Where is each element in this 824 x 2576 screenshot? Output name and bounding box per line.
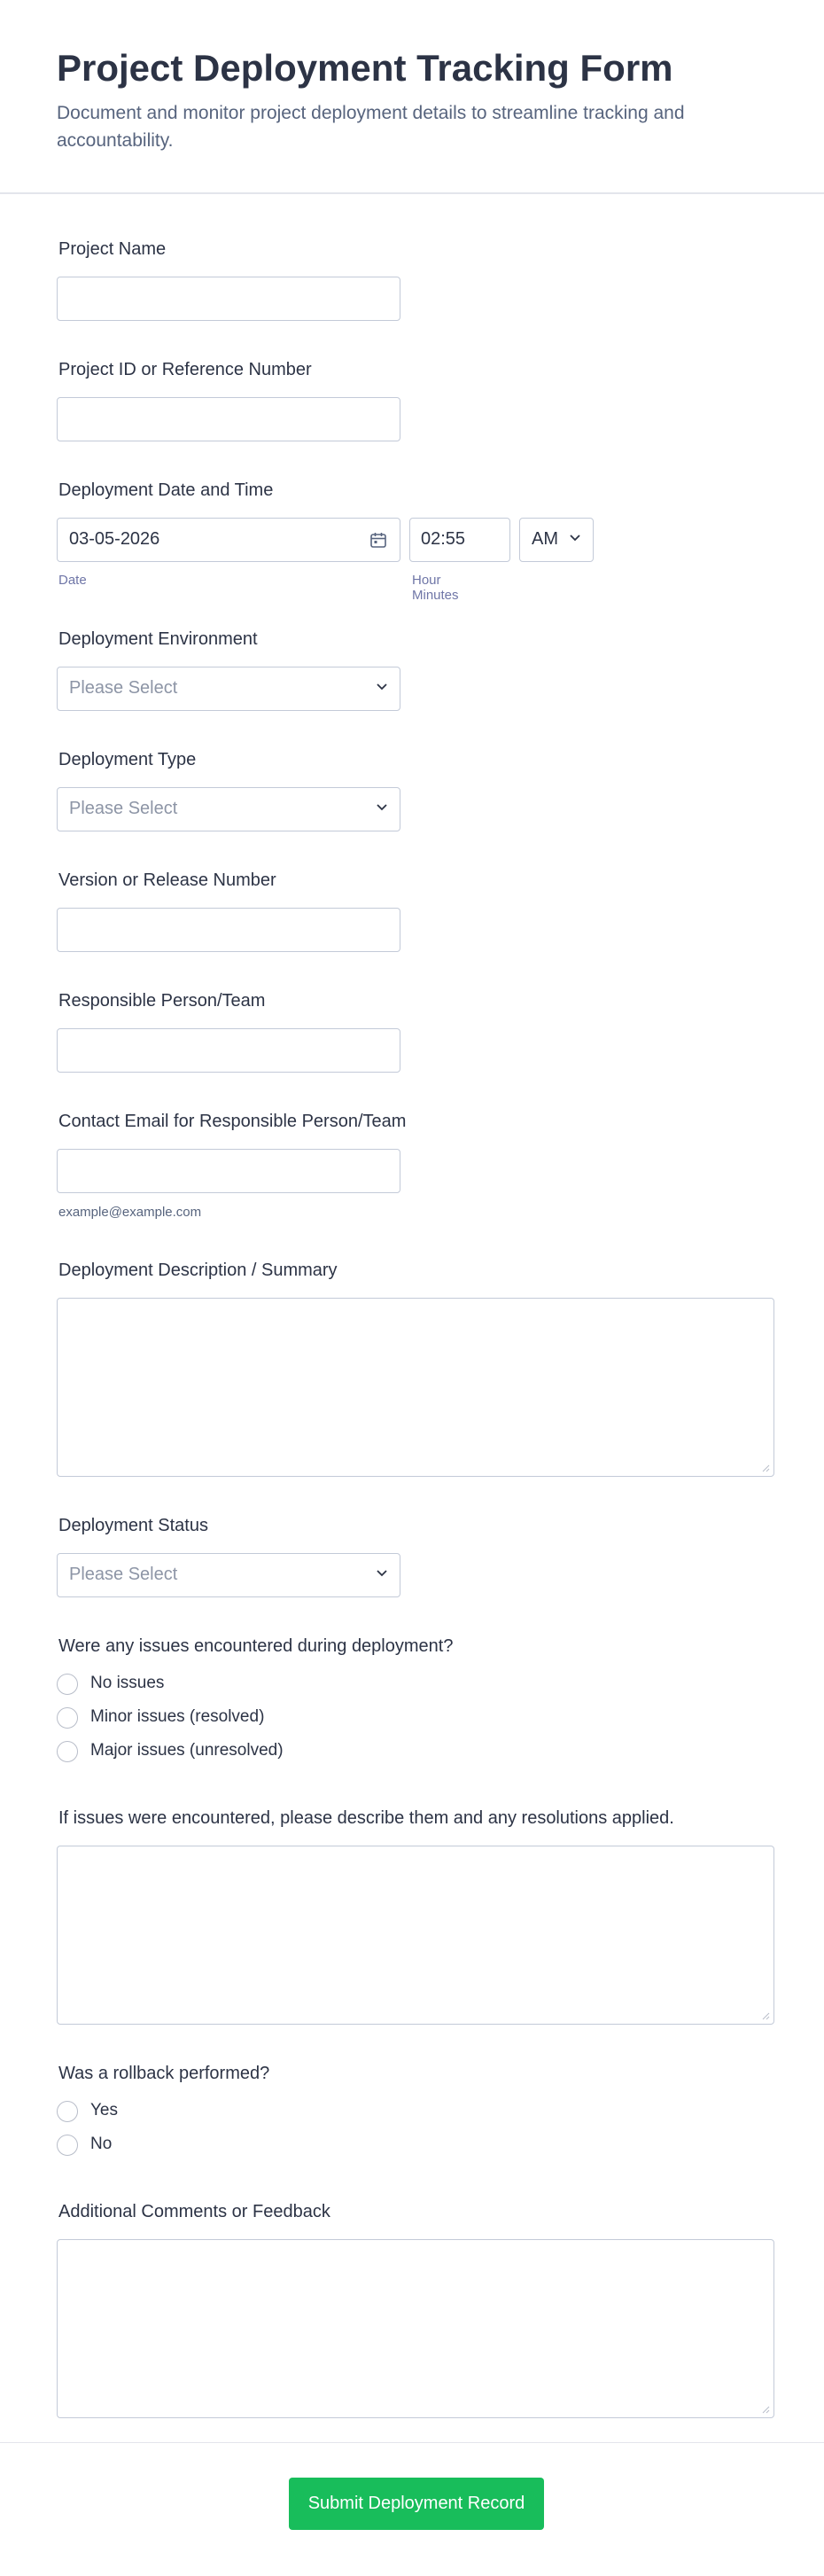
status-placeholder: Please Select	[69, 1565, 178, 1584]
issues-label: Were any issues encountered during deployment?	[58, 1636, 454, 1656]
type-select[interactable]	[57, 787, 400, 831]
radio-label: Major issues (unresolved)	[90, 1741, 284, 1760]
status-select[interactable]	[57, 1553, 400, 1597]
type-label: Deployment Type	[58, 750, 197, 769]
radio-circle[interactable]	[57, 1674, 78, 1695]
page-title: Project Deployment Tracking Form	[57, 47, 673, 89]
type-placeholder: Please Select	[69, 799, 178, 818]
environment-label: Deployment Environment	[58, 629, 258, 649]
project-id-input[interactable]	[57, 397, 400, 441]
radio-label: No issues	[90, 1674, 165, 1692]
issues-description-label: If issues were encountered, please describe them and any resolutions applied.	[58, 1808, 674, 1828]
form-header	[0, 0, 824, 194]
comments-label: Additional Comments or Feedback	[58, 2202, 330, 2221]
time-input[interactable]	[409, 518, 510, 562]
project-id-label: Project ID or Reference Number	[58, 360, 312, 379]
email-sublabel: example@example.com	[58, 1205, 202, 1220]
date-input[interactable]	[57, 518, 400, 562]
email-input[interactable]	[57, 1149, 400, 1193]
issues-description-textarea[interactable]	[57, 1846, 774, 2025]
version-label: Version or Release Number	[58, 870, 276, 890]
footer-divider	[0, 2442, 824, 2443]
radio-circle[interactable]	[57, 2101, 78, 2122]
ampm-select[interactable]	[519, 518, 594, 562]
page-subtitle: Document and monitor project deployment details to streamline tracking and accountability.	[57, 103, 685, 151]
date-value: 03-05-2026	[69, 529, 160, 549]
chevron-down-icon	[568, 530, 582, 544]
email-label: Contact Email for Responsible Person/Team	[58, 1112, 407, 1131]
submit-button[interactable]: Submit Deployment Record	[289, 2478, 544, 2530]
resize-grip-icon[interactable]	[761, 2011, 770, 2020]
comments-textarea[interactable]	[57, 2239, 774, 2418]
ampm-value: AM	[532, 529, 558, 549]
resize-grip-icon[interactable]	[761, 2405, 770, 2414]
resize-grip-icon[interactable]	[761, 1464, 770, 1472]
rollback-label: Was a rollback performed?	[58, 2064, 270, 2083]
chevron-down-icon	[375, 800, 389, 814]
radio-circle[interactable]	[57, 2135, 78, 2156]
time-value: 02:55	[421, 529, 466, 549]
radio-circle[interactable]	[57, 1707, 78, 1729]
project-name-input[interactable]	[57, 277, 400, 321]
environment-select[interactable]	[57, 667, 400, 711]
project-name-label: Project Name	[58, 239, 167, 259]
radio-label: Minor issues (resolved)	[90, 1707, 265, 1726]
description-label: Deployment Description / Summary	[58, 1261, 338, 1280]
description-textarea[interactable]	[57, 1298, 774, 1477]
radio-label: No	[90, 2135, 113, 2153]
version-input[interactable]	[57, 908, 400, 952]
calendar-icon[interactable]	[369, 531, 387, 549]
chevron-down-icon	[375, 1565, 389, 1580]
responsible-input[interactable]	[57, 1028, 400, 1073]
responsible-label: Responsible Person/Team	[58, 991, 266, 1011]
date-sublabel: Date	[58, 573, 87, 588]
chevron-down-icon	[375, 679, 389, 693]
environment-placeholder: Please Select	[69, 678, 178, 698]
radio-label: Yes	[90, 2101, 118, 2119]
time-sublabel: Hour Minutes	[412, 573, 459, 603]
status-label: Deployment Status	[58, 1516, 208, 1535]
deployment-datetime-label: Deployment Date and Time	[58, 480, 274, 500]
radio-circle[interactable]	[57, 1741, 78, 1762]
